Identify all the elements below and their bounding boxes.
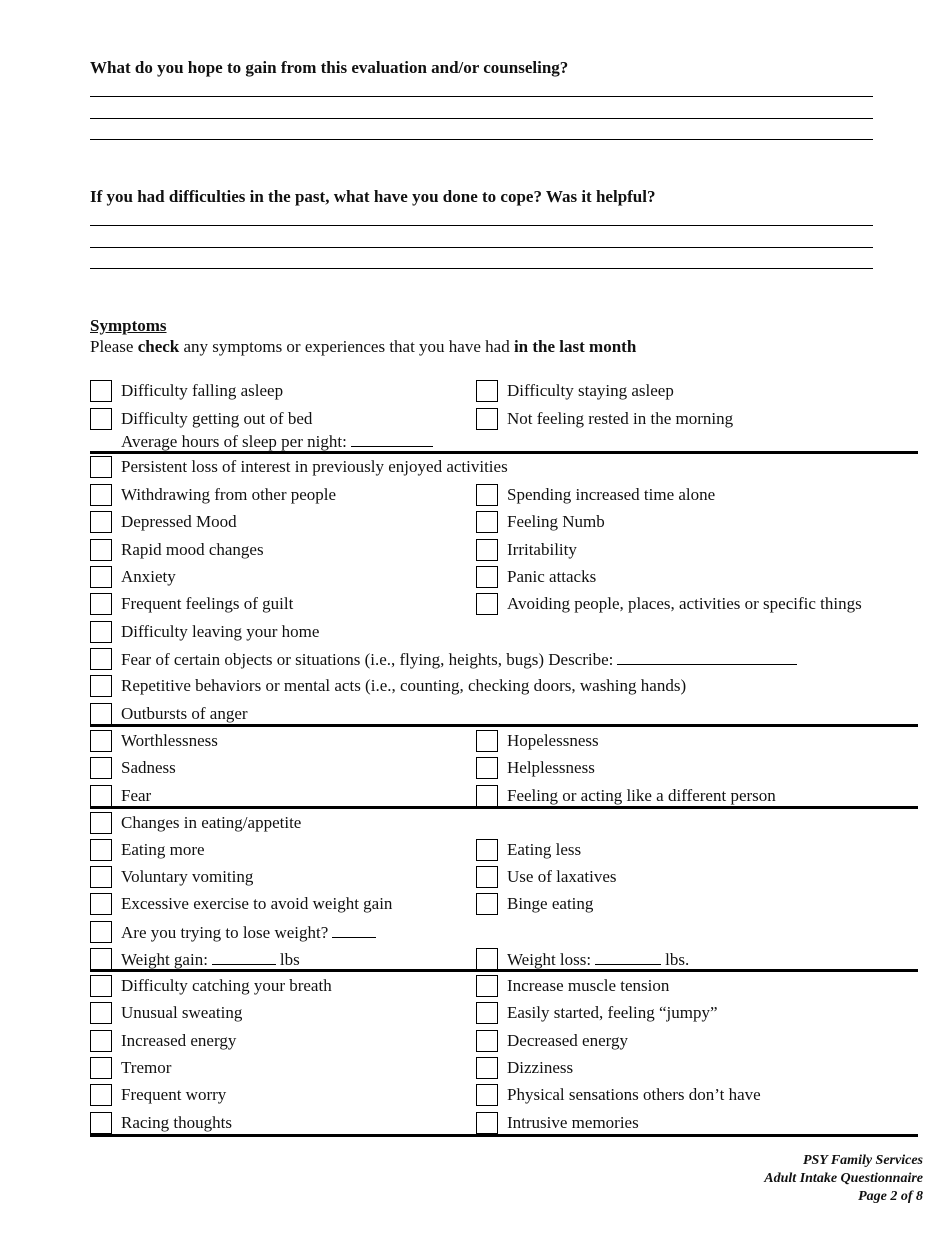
symptom-row: Fear Feeling or acting like a different person [90, 783, 920, 808]
symptom-row: Repetitive behaviors or mental acts (i.e., counting, checking doors, washing hands) [90, 673, 920, 698]
checkbox[interactable] [90, 648, 112, 670]
question-past-coping: If you had difficulties in the past, what have you done to cope? Was it helpful? [90, 187, 656, 206]
symptom-row: Changes in eating/appetite [90, 810, 920, 835]
symptom-row: Difficulty falling asleep Difficulty staying asleep [90, 378, 920, 403]
answer-line[interactable] [90, 139, 873, 140]
checkbox[interactable] [476, 511, 498, 533]
symptom-row: Frequent feelings of guilt Avoiding people, places, activities or specific things [90, 591, 920, 616]
symptom-row: Are you trying to lose weight? [90, 919, 920, 944]
symptom-row: Difficulty catching your breath Increase muscle tension [90, 973, 920, 998]
symptom-row: Difficulty leaving your home [90, 619, 920, 644]
checkbox[interactable] [90, 484, 112, 506]
symptom-row: Frequent worry Physical sensations others don’t have [90, 1082, 920, 1107]
checkbox[interactable] [90, 1112, 112, 1134]
checkbox[interactable] [90, 539, 112, 561]
checkbox[interactable] [476, 975, 498, 997]
symptom-row: Racing thoughts Intrusive memories [90, 1110, 920, 1135]
symptom-row: Worthlessness Hopelessness [90, 728, 920, 753]
checkbox[interactable] [90, 757, 112, 779]
symptom-row: Tremor Dizziness [90, 1055, 920, 1080]
checkbox[interactable] [476, 866, 498, 888]
checkbox[interactable] [476, 1057, 498, 1079]
checkbox[interactable] [90, 1084, 112, 1106]
checkbox[interactable] [90, 866, 112, 888]
checkbox[interactable] [90, 812, 112, 834]
checkbox[interactable] [476, 785, 498, 807]
answer-line[interactable] [90, 96, 873, 97]
checkbox[interactable] [90, 380, 112, 402]
checkbox[interactable] [90, 675, 112, 697]
checkbox[interactable] [90, 408, 112, 430]
checkbox[interactable] [90, 839, 112, 861]
symptom-row: Increased energy Decreased energy [90, 1028, 920, 1053]
section-divider [90, 1134, 918, 1137]
checkbox[interactable] [90, 893, 112, 915]
symptoms-instructions: Please check any symptoms or experiences that you have had in the last month [90, 337, 637, 356]
checkbox[interactable] [476, 1112, 498, 1134]
checkbox[interactable] [90, 975, 112, 997]
checkbox[interactable] [90, 593, 112, 615]
checkbox[interactable] [90, 566, 112, 588]
checkbox[interactable] [90, 511, 112, 533]
footer-form-title: Adult Intake Questionnaire [764, 1171, 923, 1186]
checkbox[interactable] [90, 730, 112, 752]
answer-line[interactable] [90, 225, 873, 226]
footer-org: PSY Family Services [802, 1153, 923, 1168]
symptom-row: Eating more Eating less [90, 837, 920, 862]
checkbox[interactable] [476, 484, 498, 506]
checkbox[interactable] [476, 1030, 498, 1052]
checkbox[interactable] [90, 1002, 112, 1024]
checkbox[interactable] [476, 948, 498, 970]
symptom-row: Anxiety Panic attacks [90, 564, 920, 589]
checkbox[interactable] [90, 1057, 112, 1079]
symptom-row: Fear of certain objects or situations (i.e., flying, heights, bugs) Describe: [90, 646, 920, 671]
weight-loss-input[interactable] [595, 948, 661, 965]
answer-line[interactable] [90, 118, 873, 119]
weight-gain-input[interactable] [212, 948, 276, 965]
answer-line[interactable] [90, 247, 873, 248]
checkbox[interactable] [90, 785, 112, 807]
lose-weight-input[interactable] [332, 921, 376, 938]
symptom-row: Sadness Helplessness [90, 755, 920, 780]
checkbox[interactable] [476, 730, 498, 752]
checkbox[interactable] [476, 839, 498, 861]
checkbox[interactable] [476, 893, 498, 915]
sleep-hours-field: Average hours of sleep per night: [121, 430, 437, 452]
symptom-row: Outbursts of anger [90, 701, 920, 726]
checkbox[interactable] [90, 621, 112, 643]
symptom-row: Rapid mood changes Irritability [90, 537, 920, 562]
checkbox[interactable] [476, 593, 498, 615]
page-number: Page 2 of 8 [858, 1189, 923, 1204]
page-footer [764, 1152, 923, 1206]
symptom-row: Unusual sweating Easily started, feeling “jumpy” [90, 1000, 920, 1025]
checkbox[interactable] [476, 566, 498, 588]
checkbox[interactable] [90, 921, 112, 943]
checkbox[interactable] [476, 380, 498, 402]
checkbox[interactable] [476, 1002, 498, 1024]
symptom-row: Voluntary vomiting Use of laxatives [90, 864, 920, 889]
checkbox[interactable] [476, 757, 498, 779]
symptom-row: Depressed Mood Feeling Numb [90, 509, 920, 534]
fear-describe-input[interactable] [617, 648, 797, 665]
checkbox[interactable] [476, 1084, 498, 1106]
question-hope-to-gain: What do you hope to gain from this evaluation and/or counseling? [90, 58, 569, 77]
section-divider [90, 724, 918, 727]
symptom-row: Persistent loss of interest in previously enjoyed activities [90, 454, 920, 479]
checkbox[interactable] [476, 539, 498, 561]
sleep-hours-input[interactable] [351, 430, 433, 447]
section-divider [90, 806, 918, 809]
symptom-row: Excessive exercise to avoid weight gain Binge eating [90, 891, 920, 916]
checkbox[interactable] [90, 1030, 112, 1052]
checkbox[interactable] [90, 456, 112, 478]
section-divider [90, 969, 918, 972]
symptom-row: Difficulty getting out of bed Not feeling rested in the morning [90, 406, 920, 431]
checkbox[interactable] [90, 948, 112, 970]
symptom-row: Weight gain: lbs Weight loss: lbs. [90, 946, 920, 971]
checkbox[interactable] [90, 703, 112, 725]
symptom-row: Withdrawing from other people Spending increased time alone [90, 482, 920, 507]
checkbox[interactable] [476, 408, 498, 430]
answer-line[interactable] [90, 268, 873, 269]
symptoms-title: Symptoms [90, 316, 167, 335]
